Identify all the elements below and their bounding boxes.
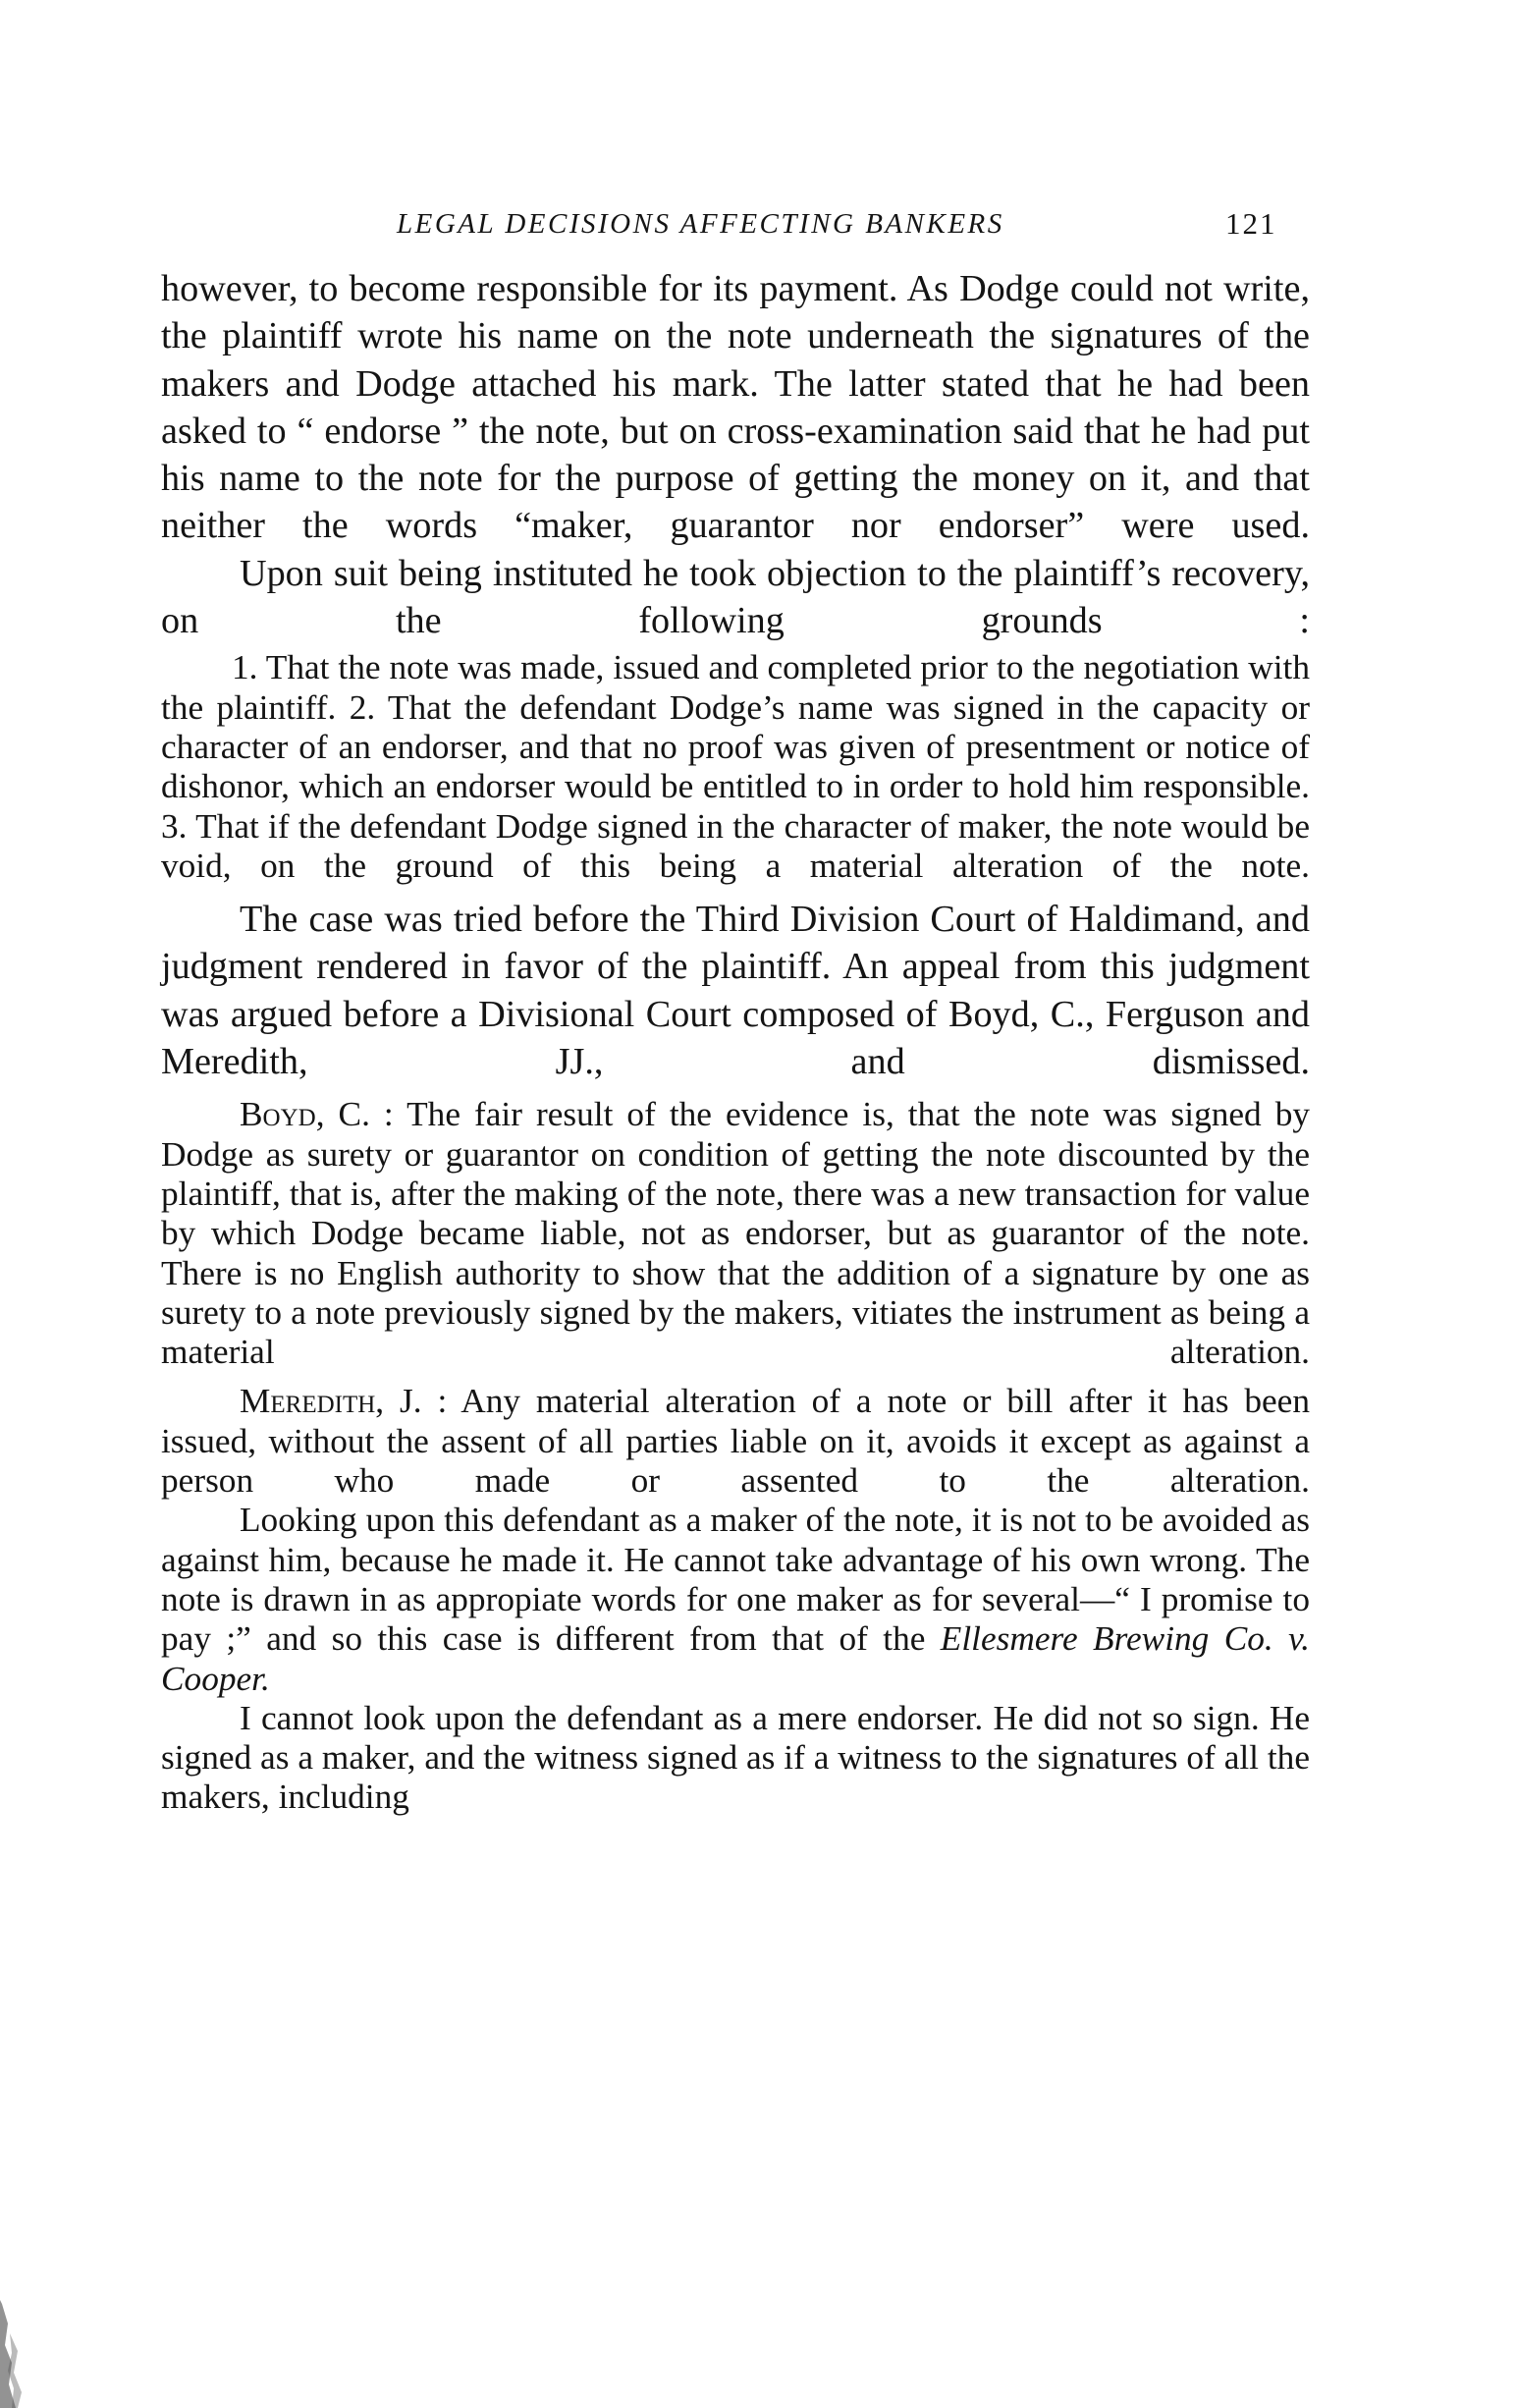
meredith-opinion-text: Any material alteration of a note or bill after it has been issued, without the assent of all parties liable on it, avoids it except as against a person who made or assented to the alteration. [161,1382,1311,1501]
paragraph-trial: The case was tried before the Third Division Court of Haldimand, and judgment rendered in favor of the plaintiff. An appeal from this judgment was argued before a Divisional Court composed of Boyd, C., Ferguson and Meredith, JJ., and dismissed. [161,899,1310,1083]
page-number: 121 [1225,206,1277,241]
paragraph-meredith-opinion [161,1382,1310,1501]
maker-text: Looking upon this defendant as a maker of the note, it is not to be avoided as against him, because he made it. He cannot take advantage of his own wrong. The note is drawn in as appropiate words for one maker as for several—“ I promise to pay ;” and so this case is different from that of the [161,1501,1310,1659]
case-citation: Ellesmere Brewing Co. v. Cooper. [161,1619,1311,1698]
speaker-meredith: Meredith, J. : [240,1382,448,1421]
paragraph-boyd-opinion [161,1095,1310,1372]
paragraph-continuation: however, to become responsible for its payment. As Dodge could not write, the plaintiff wrote his name on the note underneath the signatures of the makers and Dodge attached his mark. The latter stated that he had been asked to “ endorse ” the note, but on cross-examination said that he had put his name to the note for the purpose of getting the money on it, and that neither the words “maker, guarantor nor endorser” were used. [161,268,1310,547]
scan-edge-mark [0,2294,45,2408]
paragraph-endorser: I cannot look upon the defendant as a mere endorser. He did not so sign. He signed as a maker, and the witness signed as if a witness to the signatures of all the makers, including [161,1698,1310,1817]
paragraph-grounds: 1. That the note was made, issued and completed prior to the negotiation with the plaintiff. 2. That the defendant Dodge’s name was signed in the capacity or character of an endorser, and that no proof was given of presentment or notice of dishonor, which an endorser would be entitled to in order to hold him responsible. 3. That if the defendant Dodge signed in the character of maker, the note would be void, on the ground of this being a material alteration of the note. [161,648,1310,885]
running-title: LEGAL DECISIONS AFFECTING BANKERS [397,208,1004,240]
boyd-opinion-text: The fair result of the evidence is, that the note was signed by Dodge as surety or guarantor on condition of getting the note discounted by the plaintiff, that is, after the making of the note, there was a new transaction for value by which Dodge became liable, not as endorser, but as guarantor of the note. There is no English authority to show that the addition of a signature by one as surety to a note previously signed by the makers, vitiates the instrument as being a material alteration. [161,1095,1310,1372]
paragraph-objection: Upon suit being instituted he took objection to the plaintiff’s recovery, on the following grounds : [161,552,1310,642]
paragraph-maker [161,1501,1310,1698]
speaker-boyd: Boyd, C. : [240,1095,394,1134]
page-body [161,265,1310,1818]
